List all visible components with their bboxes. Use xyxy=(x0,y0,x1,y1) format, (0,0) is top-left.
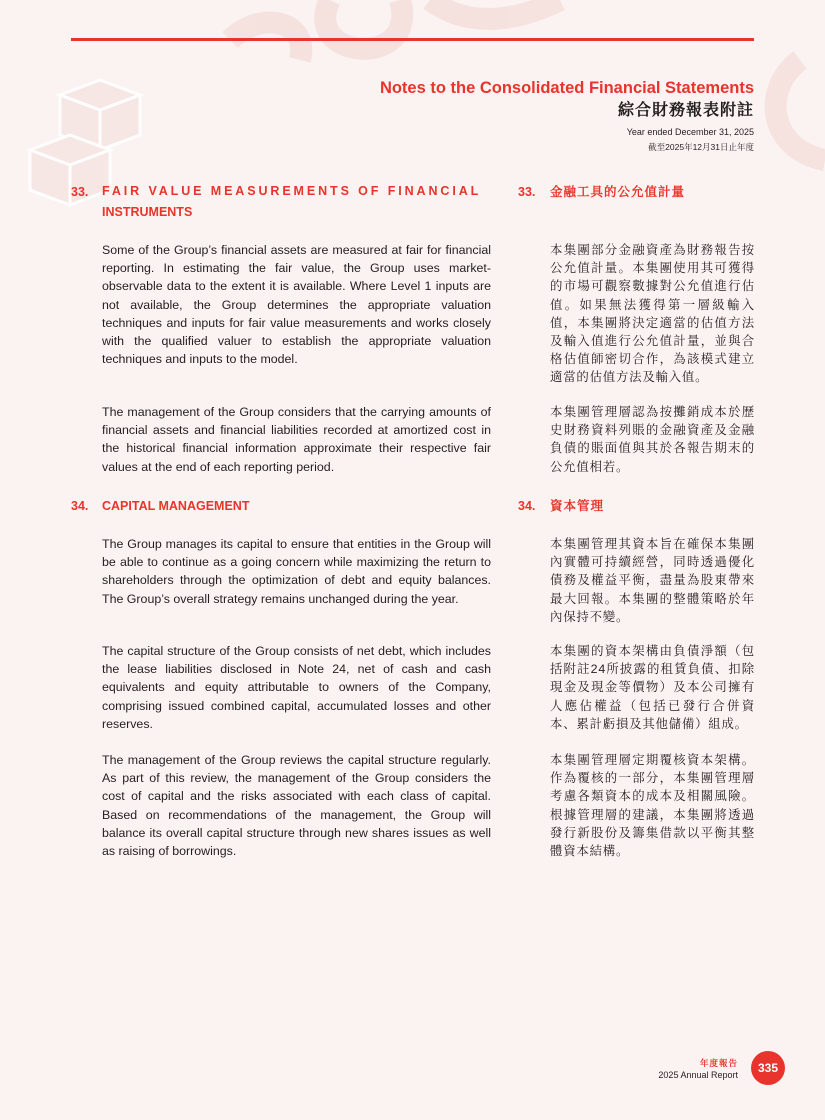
section-33-title-line2: INSTRUMENTS xyxy=(102,205,193,219)
header-title-en: Notes to the Consolidated Financial Statements xyxy=(379,79,754,97)
section-33-number: 33. xyxy=(71,185,89,199)
page-number-badge: 335 xyxy=(751,1051,785,1085)
footer-report-en: 2025 Annual Report xyxy=(658,1070,738,1080)
footer-report-zh: 年度報告 xyxy=(699,1058,738,1068)
section-33-paragraph-1-zh: 本集團部分金融資產為財務報告按公允值計量。本集團使用其可獲得的市場可觀察數據對公允值進行估值。如果無法獲得第一層級輸入值，本集團將決定適當的估值方法及輸入值進行公允值計量，並與合格估值師密切合作，為該模式建立適當的估值方法及輸入值。 xyxy=(550,243,755,385)
section-34-number: 34. xyxy=(71,499,89,513)
section-33-paragraph-2-en: The management of the Group considers that the carrying amounts of financial assets and financial liabilities recorded at amortized cost in the historical financial information approximate their respective fair values at the end of each reporting period. xyxy=(102,405,491,474)
page-footer xyxy=(658,1057,738,1081)
section-33-title-en xyxy=(102,181,491,223)
section-34-paragraph-3-en: The management of the Group reviews the capital structure regularly. As part of this review, the management of the Group considers the cost of capital and the risks associated with each class of capital. Based on recommendations of the management, the Group will balance its overall capital structure through new shares issues as well as raising of borrowings. xyxy=(102,753,491,859)
section-34-paragraph-2-en: The capital structure of the Group consists of net debt, which includes the lease liabilities disclosed in Note 24, net of cash and cash equivalents and equity attributable to owners of the Company, comprising issued combined capital, accumulated losses and other reserves. xyxy=(102,644,491,731)
header-year-en: Year ended December 31, 2025 xyxy=(626,127,754,137)
header-title-zh: 綜合財務報表附註 xyxy=(617,102,754,119)
section-33-number-zh: 33. xyxy=(518,185,536,199)
section-33-title-zh: 金融工具的公允值計量 xyxy=(550,185,686,199)
section-33-paragraph-1-en: Some of the Group’s financial assets are measured at fair for financial reporting. In estimating the fair value, the Group uses market-observable data to the extent it is available. Where Level 1 inputs are not available, the Group determines the appropriate valuation techniques and inputs for fair value measurements and works closely with the qualified valuer to establish the appropriate valuation techniques and inputs to the model. xyxy=(102,243,491,367)
section-34-title-en: CAPITAL MANAGEMENT xyxy=(102,499,250,513)
section-34-paragraph-1-zh: 本集團管理其資本旨在確保本集團內實體可持續經營，同時透過優化債務及權益平衡，盡量為股東帶來最大回報。本集團的整體策略於年內保持不變。 xyxy=(550,537,755,624)
section-34-paragraph-3-zh: 本集團管理層定期覆核資本架構。作為覆核的一部分，本集團管理層考慮各類資本的成本及相關風險。根據管理層的建議，本集團將透過發行新股份及籌集借款以平衡其整體資本結構。 xyxy=(550,753,755,859)
section-33-title-line1: FAIR VALUE MEASUREMENTS OF FINANCIAL xyxy=(102,184,482,198)
section-33-paragraph-2-zh: 本集團管理層認為按攤銷成本於歷史財務資料列賬的金融資產及金融負債的賬面值與其於各報告期末的公允值相若。 xyxy=(550,405,755,474)
header-year-zh: 截至2025年12月31日止年度 xyxy=(648,142,754,152)
section-34-number-zh: 34. xyxy=(518,499,536,513)
top-rule xyxy=(71,38,754,41)
section-34-paragraph-2-zh: 本集團的資本架構由負債淨額（包括附註24所披露的租賃負債、扣除現金及現金等價物）及本公司擁有人應佔權益（包括已發行合併資本、累計虧損及其他儲備）組成。 xyxy=(550,644,755,731)
section-34-paragraph-1-en: The Group manages its capital to ensure that entities in the Group will be able to continue as a going concern while maximizing the return to shareholders through the optimization of debt and equity balances. The Group’s overall strategy remains unchanged during the year. xyxy=(102,537,491,606)
section-34-title-zh: 資本管理 xyxy=(550,499,605,513)
page-header xyxy=(380,78,754,153)
